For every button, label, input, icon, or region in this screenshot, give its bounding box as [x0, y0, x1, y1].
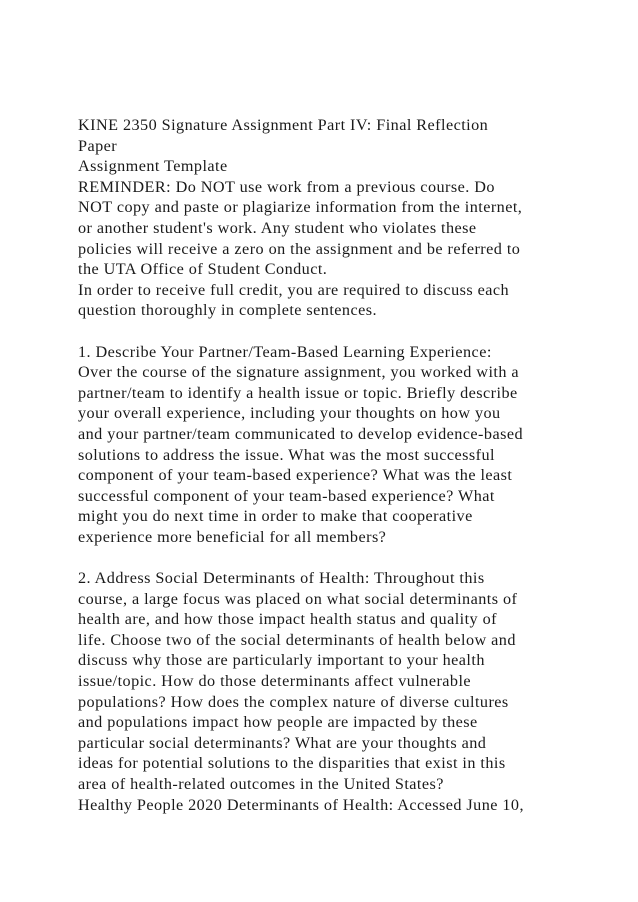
- question-1-line: successful component of your team-based experience? What: [78, 486, 495, 505]
- question-2-line: populations? How does the complex nature of diverse cultures: [78, 692, 509, 711]
- question-2-heading: 2. Address Social Determinants of Health: Throughout this: [78, 569, 485, 588]
- question-2-line: and populations impact how people are impacted by these: [78, 713, 478, 732]
- question-2-line: particular social determinants? What are your thoughts and: [78, 733, 487, 752]
- blank-line: [78, 547, 608, 568]
- question-2-line: ideas for potential solutions to the disparities that exist in this: [78, 754, 506, 773]
- blank-line: [78, 321, 608, 342]
- question-1-heading: 1. Describe Your Partner/Team-Based Learning Experience:: [78, 342, 492, 361]
- reminder-line: the UTA Office of Student Conduct.: [78, 260, 328, 279]
- question-1-line: Over the course of the signature assignment, you worked with a: [78, 363, 520, 382]
- reference-line: Healthy People 2020 Determinants of Health: Accessed June 10,: [78, 795, 524, 814]
- question-2-line: life. Choose two of the social determinants of health below and: [78, 630, 516, 649]
- question-2-line: discuss why those are particularly important to your health: [78, 651, 485, 670]
- doc-title-line: KINE 2350 Signature Assignment Part IV: Final Reflection: [78, 116, 489, 134]
- reminder-line: or another student's work. Any student who violates these: [78, 218, 477, 237]
- instruction-line: question thoroughly in complete sentences.: [78, 301, 377, 320]
- document-body: [78, 115, 608, 815]
- doc-title-line: Paper: [78, 136, 118, 155]
- question-1-line: component of your team-based experience? What was the least: [78, 466, 513, 485]
- reminder-line: NOT copy and paste or plagiarize information from the internet,: [78, 198, 523, 217]
- doc-subtitle: Assignment Template: [78, 157, 228, 176]
- reminder-line: policies will receive a zero on the assignment and be referred to: [78, 239, 521, 258]
- question-1-line: and your partner/team communicated to develop evidence-based: [78, 424, 524, 443]
- question-2-line: area of health-related outcomes in the United States?: [78, 775, 444, 793]
- question-1-line: might you do next time in order to make that cooperative: [78, 507, 473, 526]
- question-2-line: issue/topic. How do those determinants affect vulnerable: [78, 672, 472, 691]
- question-2-line: health are, and how those impact health status and quality of: [78, 610, 497, 629]
- question-2-line: course, a large focus was placed on what social determinants of: [78, 589, 518, 608]
- question-1-line: partner/team to identify a health issue or topic. Briefly describe: [78, 383, 518, 402]
- instruction-line: In order to receive full credit, you are required to discuss each: [78, 280, 510, 299]
- question-1-line: experience more beneficial for all members?: [78, 527, 387, 546]
- question-1-line: your overall experience, including your thoughts on how you: [78, 404, 501, 423]
- reminder-line: REMINDER: Do NOT use work from a previous course. Do: [78, 177, 495, 196]
- question-1-line: solutions to address the issue. What was the most successful: [78, 445, 495, 464]
